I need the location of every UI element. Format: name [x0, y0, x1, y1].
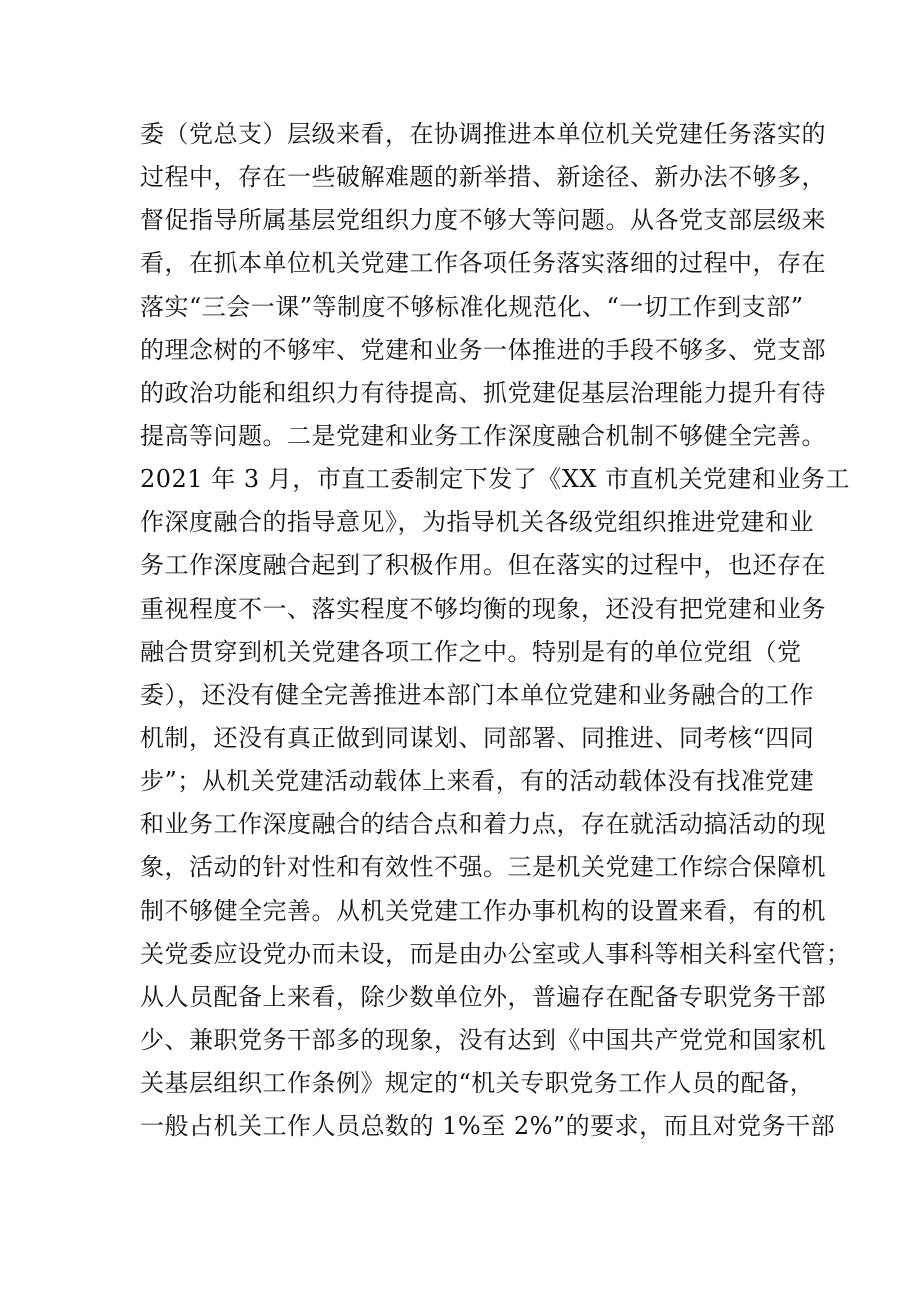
text-line: 从人员配备上来看，除少数单位外，普遍存在配备专职党务干部	[140, 982, 826, 1011]
text-line: 务工作深度融合起到了积极作用。但在落实的过程中，也还存在	[140, 551, 826, 580]
text-line: 关基层组织工作条例》规定的“机关专职党务工作人员的配备，	[140, 1069, 815, 1098]
text-line: 融合贯穿到机关党建各项工作之中。特别是有的单位党组（党	[140, 637, 802, 666]
text-line: 象，活动的针对性和有效性不强。三是机关党建工作综合保障机	[140, 853, 826, 882]
text-line: 督促指导所属基层党组织力度不够大等问题。从各党支部层级来	[140, 206, 826, 235]
text-line: 少、兼职党务干部多的现象，没有达到《中国共产党党和国家机	[140, 1025, 826, 1054]
text-line: 和业务工作深度融合的结合点和着力点，存在就活动搞活动的现	[140, 810, 826, 839]
text-line: 关党委应设党办而未设，而是由办公室或人事科等相关科室代管；	[140, 939, 851, 968]
text-line: 制不够健全完善。从机关党建工作办事机构的设置来看，有的机	[140, 896, 826, 925]
text-line: 步”；从机关党建活动载体上来看，有的活动载体没有找准党建	[140, 767, 815, 796]
text-line: 提高等问题。二是党建和业务工作深度融合机制不够健全完善。	[140, 421, 826, 450]
text-line: 的政治功能和组织力有待提高、抓党建促基层治理能力提升有待	[140, 378, 826, 407]
text-line: 2021 年 3 月，市直工委制定下发了《XX 市直机关党建和业务工	[140, 465, 851, 494]
text-line: 委（党总支）层级来看，在协调推进本单位机关党建任务落实的	[140, 120, 826, 148]
text-line: 一般占机关工作人员总数的 1%至 2%”的要求，而且对党务干部	[140, 1112, 836, 1141]
text-line: 看，在抓本单位机关党建工作各项任务落实落细的过程中，存在	[140, 249, 826, 278]
text-line: 机制，还没有真正做到同谋划、同部署、同推进、同考核“四同	[140, 723, 815, 752]
text-line: 委），还没有健全完善推进本部门本单位党建和业务融合的工作	[140, 680, 814, 709]
text-line: 作深度融合的指导意见》，为指导机关各级党组织推进党建和业	[140, 508, 814, 537]
text-line: 重视程度不一、落实程度不够均衡的现象，还没有把党建和业务	[140, 594, 826, 623]
text-line: 过程中，存在一些破解难题的新举措、新途径、新办法不够多，	[140, 163, 826, 192]
text-line: 落实“三会一课”等制度不够标准化规范化、“一切工作到支部”	[140, 292, 804, 321]
body-text	[140, 113, 851, 1148]
text-line: 的理念树的不够牢、党建和业务一体推进的手段不够多、党支部	[140, 335, 826, 364]
